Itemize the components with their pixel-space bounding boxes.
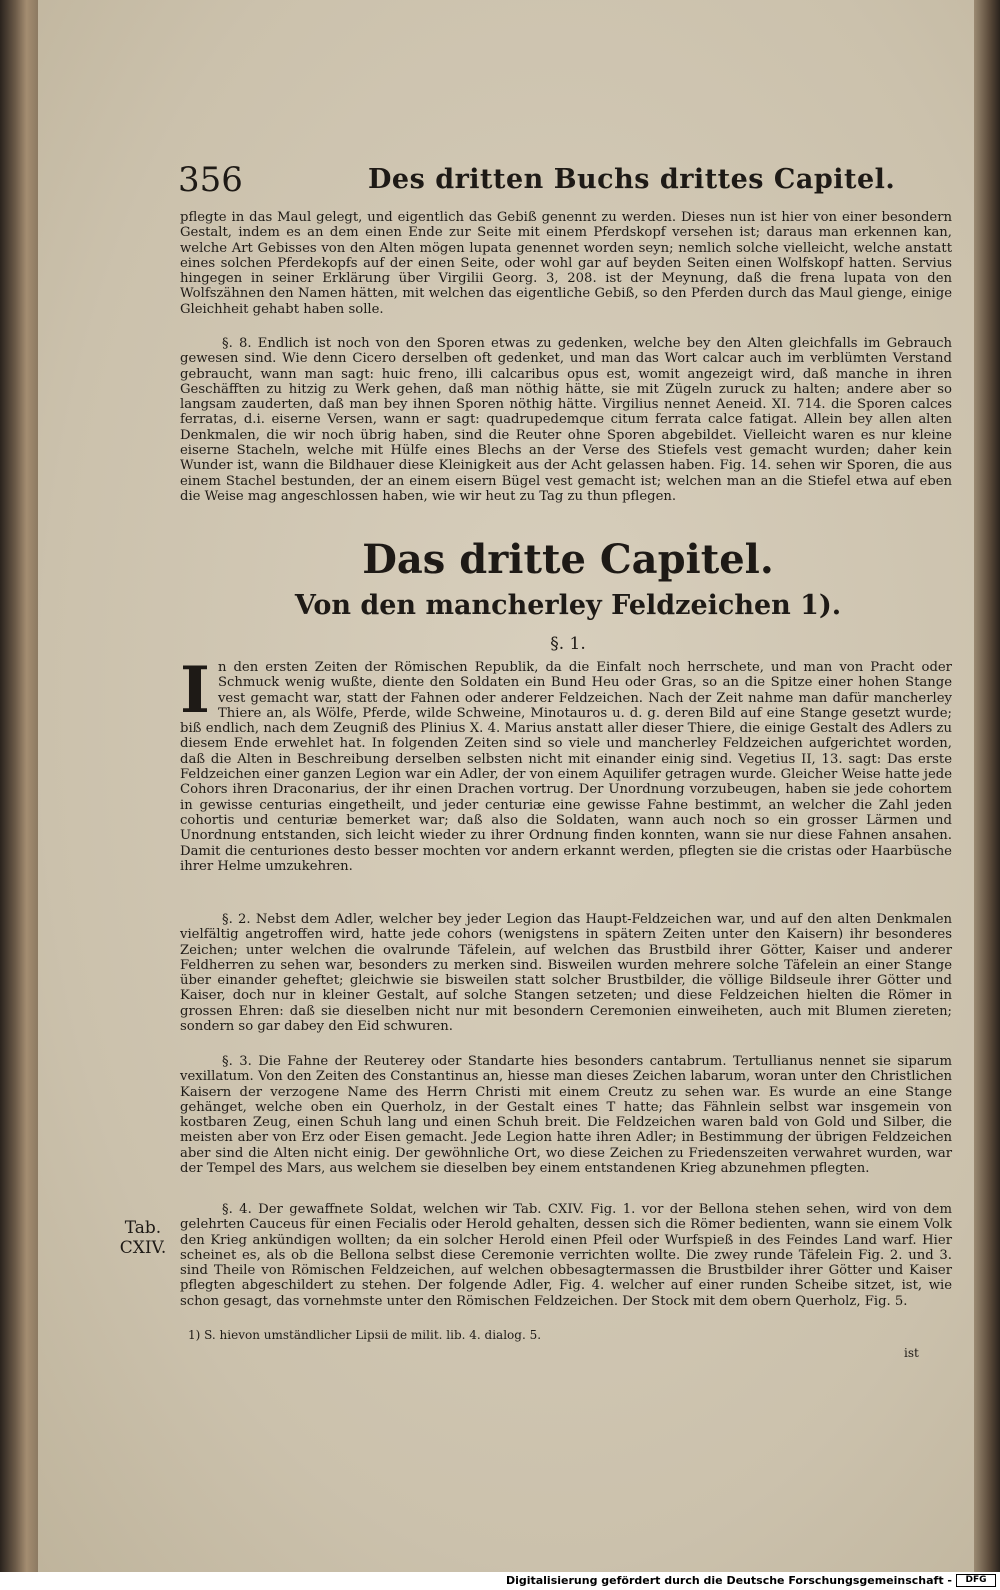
dfg-logo-icon: DFG — [956, 1574, 996, 1587]
footnote: 1) S. hievon umständlicher Lipsii de milit. lib. 4. dialog. 5. — [188, 1328, 542, 1342]
margin-note-number: CXIV. — [119, 1238, 167, 1258]
paragraph-intro: pflegte in das Maul gelegt, und eigentlich das Gebiß genennt zu werden. Dieses nun ist hier von einer besondern Gestalt, indem es an dem einen Ende zur Seite mit einem Pferdskopf versehen ist; daraus man erkennen kan, welche Art Gebisses von den Alten mögen lupata genennet worden seyn; nemlich solche vielleicht, welche anstatt eines solchen Pferdekopfs auf der einen Seite, oder wohl gar auf beyden Seiten einen Wolfskopf hatten. Servius hingegen in seiner Erklärung über Virgilii Georg. 3, 208. ist der Meynung, daß die frena lupata von den Wolfszähnen den Namen hätten, mit welchen das eigentliche Gebiß, so den Pferden durch das Maul gienge, einige Gleichheit gehabt haben solle. — [180, 210, 952, 317]
page-header — [178, 160, 948, 204]
book-edge-left — [0, 0, 38, 1572]
drop-cap-initial: I — [180, 653, 210, 728]
footer-credit: Digitalisierung gefördert durch die Deutsche Forschungsgemeinschaft - — [505, 1574, 952, 1587]
catchword: ist — [904, 1346, 919, 1360]
page-number: 356 — [178, 160, 243, 200]
running-head: Des dritten Buchs drittes Capitel. — [368, 164, 896, 195]
section-mark: §. 1. — [550, 634, 586, 654]
paragraph-section-3: §. 3. Die Fahne der Reuterey oder Standarte hies besonders cantabrum. Tertullianus nennet sie siparum vexillatum. Von den Zeiten des Constantinus an, hiesse man dieses Zeichen labarum, woran unter den Christlichen Kaisern der verzogene Name des Herrn Christi mit einem Creutz zu sehen war. Es wurde an eine Stange gehänget, welche oben ein Querholz, in der Gestalt eines T hatte; das Fähnlein selbst war insgemein von kostbaren Zeug, einen Schuh lang und einen Schuh breit. Die Feldzeichen waren bald von Gold und Silber, die meisten aber von Erz oder Eisen gemacht. Jede Legion hatte ihren Adler; in Bestimmung der übrigen Feldzeichen aber sind die Alten nicht einig. Der gewöhnliche Ort, wo diese Zeichen zu Friedenszeiten verwahret wurden, war der Tempel des Mars, aus welchem sie dieselben bey einem entstandenen Krieg abzunehmen pflegten. — [180, 1054, 952, 1177]
paragraph-section-8: §. 8. Endlich ist noch von den Sporen etwas zu gedenken, welche bey den Alten gleichfalls im Gebrauch gewesen sind. Wie denn Cicero derselben oft gedenket, und man das Wort calcar auch im verblümten Verstand gebraucht, wann man sagt: huic freno, illi calcaribus opus est, womit angezeigt wird, daß manche in ihren Geschäfften zu hitzig zu Werk gehen, daß man nöthig hätte, sie mit Zügeln zuruck zu halten; andere aber so langsam zauderten, daß man bey ihnen Sporen nöthig hätte. Virgilius nennet Aeneid. XI. 714. die Sporen calces ferratas, d.i. eiserne Versen, wann er sagt: quadrupedemque citum ferrata calce fatigat. Allein bey allen alten Denkmalen, die wir noch übrig haben, sind die Reuter ohne Sporen abgebildet. Vielleicht waren es nur kleine eiserne Stacheln, welche mit Hülfe eines Blechs an der Verse des Stiefels vest gemacht wurden; daher kein Wunder ist, wann die Bildhauer diese Kleinigkeit aus der Acht gelassen haben. Fig. 14. sehen wir Sporen, die aus einem Stachel bestunden, der an einem eisern Bügel vest gemacht ist; welchen man an die Stiefel etwa auf eben die Weise mag angeschlossen haben, wie wir heut zu Tag zu thun pflegen. — [180, 336, 952, 504]
paragraph-section-1 — [180, 653, 952, 874]
chapter-title: Das dritte Capitel. — [362, 536, 774, 583]
chapter-subtitle: Von den mancherley Feldzeichen 1). — [294, 590, 842, 621]
paragraph-section-1-text: n den ersten Zeiten der Römischen Republik, da die Einfalt noch herrschete, und man von Pracht oder Schmuck wenig wußte, diente den Soldaten ein Bund Heu oder Gras, so an die Spitze einer hohen Stange vest gemacht war, statt der Fahnen oder anderer Feldzeichen. Nach der Zeit nahme man dafür mancherley Thiere an, als Wölfe, Pferde, wilde Schweine, Minotauros u. d. g. deren Bild auf eine Stange gesetzt wurde; biß endlich, nach dem Zeugniß des Plinius X. 4. Marius anstatt aller dieser Thiere, die einige Gestalt des Adlers zu diesem Ende erwehlet hat. In folgenden Zeiten sind so viele und mancherley Feldzeichen aufgerichtet worden, daß die Alten in Beschreibung derselben selbsten nicht mit einander einig sind. Vegetius II, 13. sagt: Das erste Feldzeichen einer ganzen Legion war ein Adler, der von einem Aquilifer getragen wurde. Gleicher Weise hatte jede Cohors ihren Draconarius, der ihr einen Drachen vortrug. Der Unordnung vorzubeugen, haben sie jede cohortem in gewisse centurias eingetheilt, und jeder centuriæ eine gewisse Fahne bestimmt, an welcher die Zahl jeden cohortis und centuriæ bemerket war; daß also die Soldaten, wann auch noch so ein grosser Lärmen und Unordnung entstanden, sich leicht wieder zu ihrer Ordnung finden konnten, wann sie nur diese Fahnen ansahen. Damit die centuriones desto besser mochten vor andern erkannt werden, pflegten sie die cristas oder Haarbüsche ihrer Helme umzukehren. — [180, 660, 952, 874]
paragraph-section-4: §. 4. Der gewaffnete Soldat, welchen wir Tab. CXIV. Fig. 1. vor der Bellona stehen sehen, wird von dem gelehrten Cauceus für einen Fecialis oder Herold gehalten, dessen sich die Römer bedienten, wann sie einem Volk den Krieg ankündigen wollten; da ein solcher Herold einen Pfeil oder Wurfspieß in des Feindes Land warf. Hier scheinet es, als ob die Bellona selbst diese Ceremonie verrichten wollte. Die zwey runde Täfelein Fig. 2. und 3. sind Theile von Römischen Feldzeichen, auf welchen obbesagtermassen die Brustbilder ihrer Götter und Kaiser pflegten abgeschildert zu stehen. Der folgende Adler, Fig. 4. welcher auf einer runden Scheibe sitzet, ist, wie schon gesagt, das vornehmste unter den Römischen Feldzeichen. Der Stock mit dem obern Querholz, Fig. 5. — [180, 1202, 952, 1309]
book-edge-right — [974, 0, 1000, 1572]
book-page — [38, 0, 974, 1572]
paragraph-section-2: §. 2. Nebst dem Adler, welcher bey jeder Legion das Haupt-Feldzeichen war, und auf den alten Denkmalen vielfältig angetroffen wird, hatte jede cohors (wenigstens in spätern Zeiten unter den Kaisern) ihr besonderes Zeichen; unter welchen die ovalrunde Täfelein, auf welchen das Brustbild ihrer Götter, Kaiser und anderer Feldherren zu sehen war, besonders zu merken sind. Bisweilen wurden mehrere solche Täfelein an einer Stange über einander geheftet; gleichwie sie bisweilen statt solcher Brustbilder, die völlige Bildseule ihrer Götter und Kaiser, doch nur in kleiner Gestalt, auf solche Stangen setzeten; und diese Feldzeichen hielten die Römer in grossen Ehren: daß sie dieselben nicht nur mit besondern Ceremonien einweiheten, auch mit Blumen ziereten; sondern so gar dabey den Eid schwuren. — [180, 912, 952, 1035]
margin-note — [108, 1218, 178, 1258]
margin-note-tab: Tab. — [124, 1218, 162, 1238]
footer-bar — [0, 1572, 1000, 1590]
